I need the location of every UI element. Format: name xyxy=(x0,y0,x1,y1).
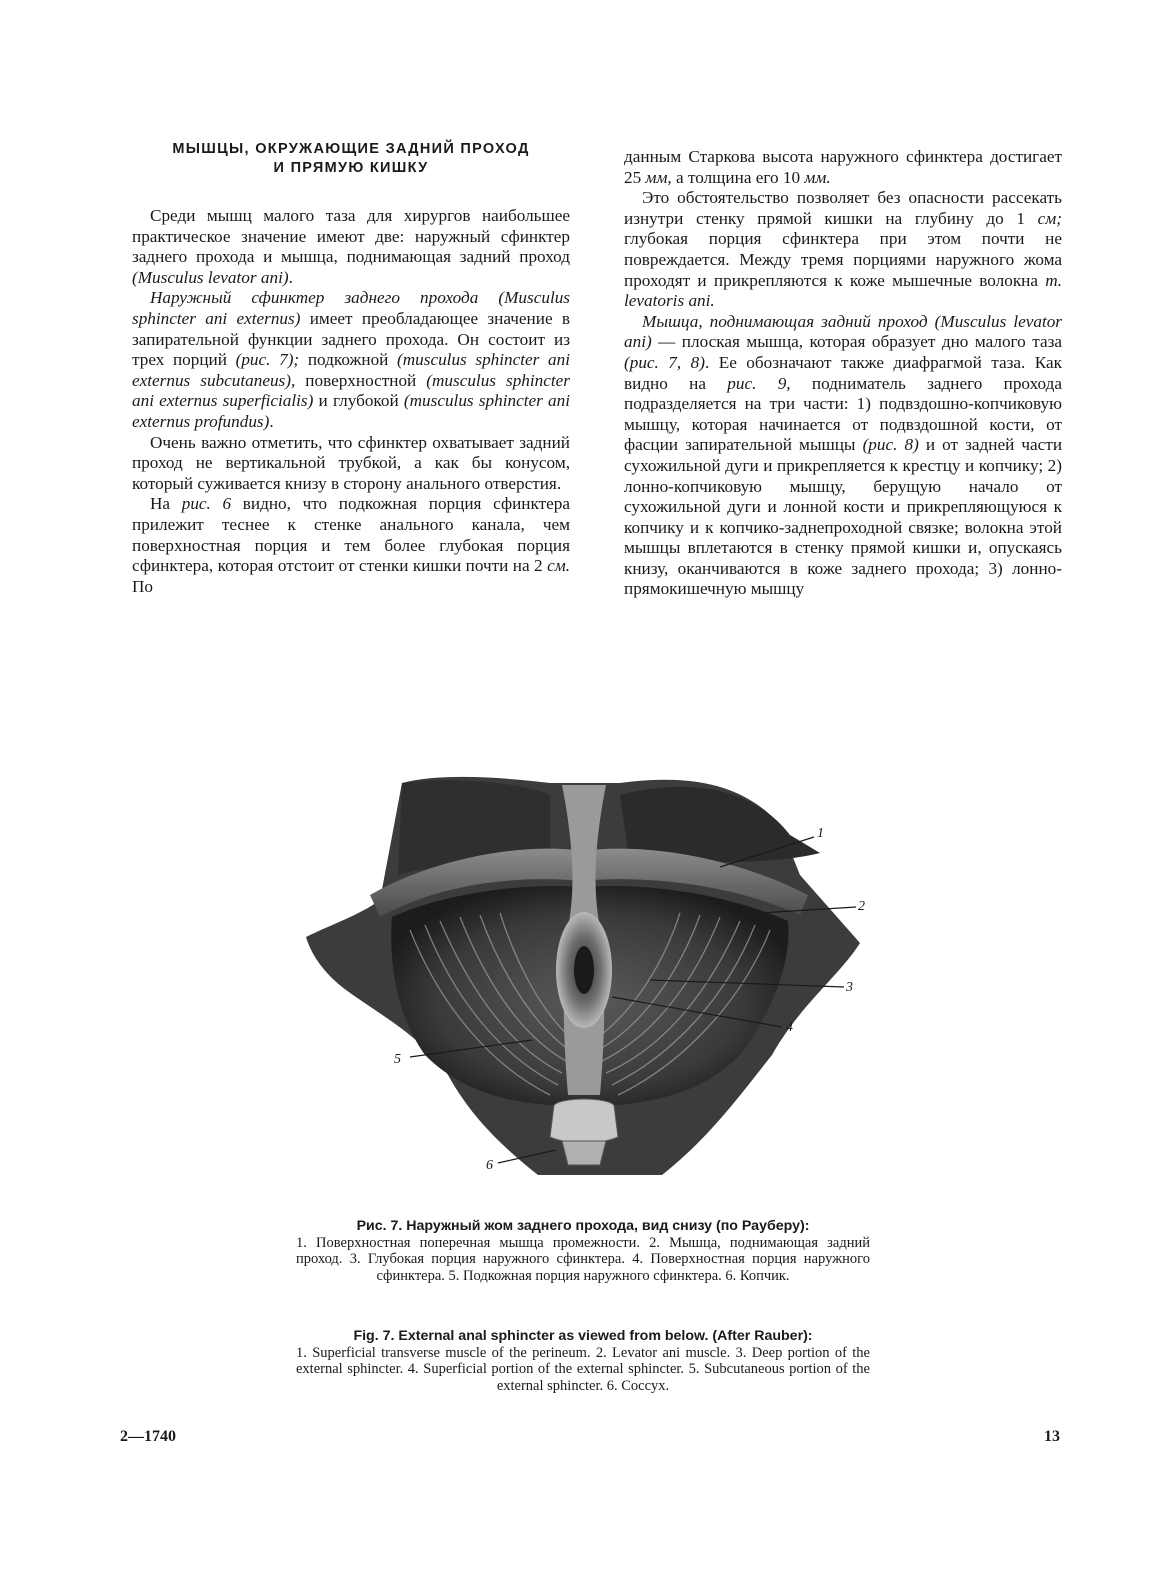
text-run: подкожной xyxy=(299,350,398,370)
latin-term: (Musculus levator ani) xyxy=(132,267,289,287)
text-run: глубокая порция сфинктера при этом почти не повреждается. Между тремя порциями наружного жома проходят и прикрепляются к коже мышечные волокна xyxy=(624,229,1062,290)
latin-term: m. levatoris ani. xyxy=(624,270,1062,311)
text-run: видно, что подкожная порция сфинктера прилежит теснее к стенке анального канала, чем поверхностная порция и тем более глубокая порция сфинктера, которая отстоит от стенки кишки почти на 2 xyxy=(132,494,570,576)
heading-line-2: И ПРЯМУЮ КИШКУ xyxy=(273,160,429,176)
text-run: . Ее обозначают также диафрагмой таза. Как видно на xyxy=(624,352,1062,393)
latin-term: (musculus sphincter ani externus subcutaneus), xyxy=(132,350,570,390)
text-run: . xyxy=(269,411,274,431)
anal-opening xyxy=(574,946,594,994)
right-column xyxy=(624,147,1062,600)
figure-label: 6 xyxy=(486,1158,493,1173)
figure-label: 4 xyxy=(786,1020,793,1035)
paragraph xyxy=(624,147,1062,188)
page-number: 13 xyxy=(1044,1428,1060,1445)
figure-label: 5 xyxy=(394,1052,401,1067)
section-heading xyxy=(132,140,570,178)
caption-body: 1. Superficial transverse muscle of the perineum. 2. Levator ani muscle. 3. Deep portion of the external sphincter. 4. Superficial portion of the external sphincter. 5. Subcutaneous portion of the external sphincter. 6. Coccyx. xyxy=(296,1345,870,1394)
anatomical-figure xyxy=(300,765,866,1180)
text-run: — плоская мышца, которая образует дно малого таза xyxy=(651,332,1062,352)
text-run: По xyxy=(132,576,154,596)
unit: мм, xyxy=(645,167,672,187)
figure-label: 2 xyxy=(858,899,865,914)
term: Наружный сфинктер заднего прохода (Musculus sphincter ani externus) xyxy=(132,288,570,328)
figure-label: 3 xyxy=(846,980,853,995)
text-run: подниматель заднего прохода подразделяется на три части: 1) подвздошно-копчиковую мышцу, которая начинается от подвздошной кости, от фасции запирательной мышцы xyxy=(624,373,1062,455)
figure-reference: (рис. 8) xyxy=(862,435,919,455)
unit: мм. xyxy=(804,167,831,187)
left-column xyxy=(132,140,570,597)
caption-body: 1. Поверхностная поперечная мышца промежности. 2. Мышца, поднимающая задний проход. 3. Глубокая порция наружного сфинктера. 4. Поверхностная порция наружного сфинктера. 5. Подкожная порция наружного сфинктера. 6. Копчик. xyxy=(296,1235,870,1284)
text-run: данным Старкова высота наружного сфинктера достигает 25 xyxy=(624,147,1062,187)
printer-signature: 2—1740 xyxy=(120,1428,176,1445)
paragraph xyxy=(132,288,570,432)
text-run: Это обстоятельство позволяет без опасности рассекать изнутри стенку прямой кишки на глубину до 1 xyxy=(624,188,1062,228)
text-run: и от задней части сухожильной дуги и прикрепляется к крестцу и копчику; 2) лонно-копчиковую мышцу, берущую начало от сухожильной дуги и лонной кости и прикрепляющуюся к копчику и к копчико-заднепроходной связке; волокна этой мышцы вплетаются в стенку прямой кишки и, опускаясь книзу, оканчиваются в коже заднего прохода; 3) лонно-прямокишечную мышцу xyxy=(624,435,1063,599)
paragraph xyxy=(132,494,570,597)
figure-reference: (рис. 7); xyxy=(235,350,300,370)
term: Мышца, поднимающая задний проход (Musculus levator ani) xyxy=(624,311,1062,352)
coccyx xyxy=(550,1099,618,1143)
text-run: На xyxy=(150,494,182,514)
text-run: поверхностной xyxy=(295,370,427,390)
figure-label: 1 xyxy=(817,826,824,841)
paragraph xyxy=(624,188,1062,312)
latin-term: (musculus sphincter ani externus profundus) xyxy=(132,391,570,431)
figure-caption-en xyxy=(296,1327,870,1394)
caption-title: Fig. 7. External anal sphincter as viewed from below. (After Rauber): xyxy=(353,1328,813,1344)
coccyx xyxy=(562,1141,606,1165)
heading-line-1: МЫШЦЫ, ОКРУЖАЮЩИЕ ЗАДНИЙ ПРОХОД xyxy=(172,141,530,157)
caption-title: Рис. 7. Наружный жом заднего прохода, вид снизу (по Рауберу): xyxy=(356,1218,810,1234)
text-run: Среди мышц малого таза для хирургов наибольшее практическое значение имеют две: наружный сфинктер заднего прохода и мышца, поднимающая задний проход xyxy=(132,206,570,267)
text-run: . xyxy=(288,267,293,287)
unit: см; xyxy=(1037,208,1062,228)
paragraph xyxy=(132,206,570,288)
text-run: имеет преобладающее значение в запирательной функции заднего прохода. Он состоит из трех порций xyxy=(132,308,570,370)
figure-reference: (рис. 7, 8) xyxy=(624,352,705,372)
paragraph xyxy=(624,312,1062,600)
paragraph: Очень важно отметить, что сфинктер охватывает задний проход не вертикальной трубкой, а как бы конусом, который суживается книзу в сторону анального отверстия. xyxy=(132,432,570,493)
latin-term: (musculus sphincter ani externus superficialis) xyxy=(132,370,570,411)
text-run: а толщина его 10 xyxy=(671,167,805,187)
figure-reference: рис. 6 xyxy=(181,494,232,514)
text-run: и глубокой xyxy=(313,391,404,411)
unit: см. xyxy=(547,556,570,576)
figure-reference: рис. 9, xyxy=(727,373,791,393)
figure-caption-ru xyxy=(296,1217,870,1284)
